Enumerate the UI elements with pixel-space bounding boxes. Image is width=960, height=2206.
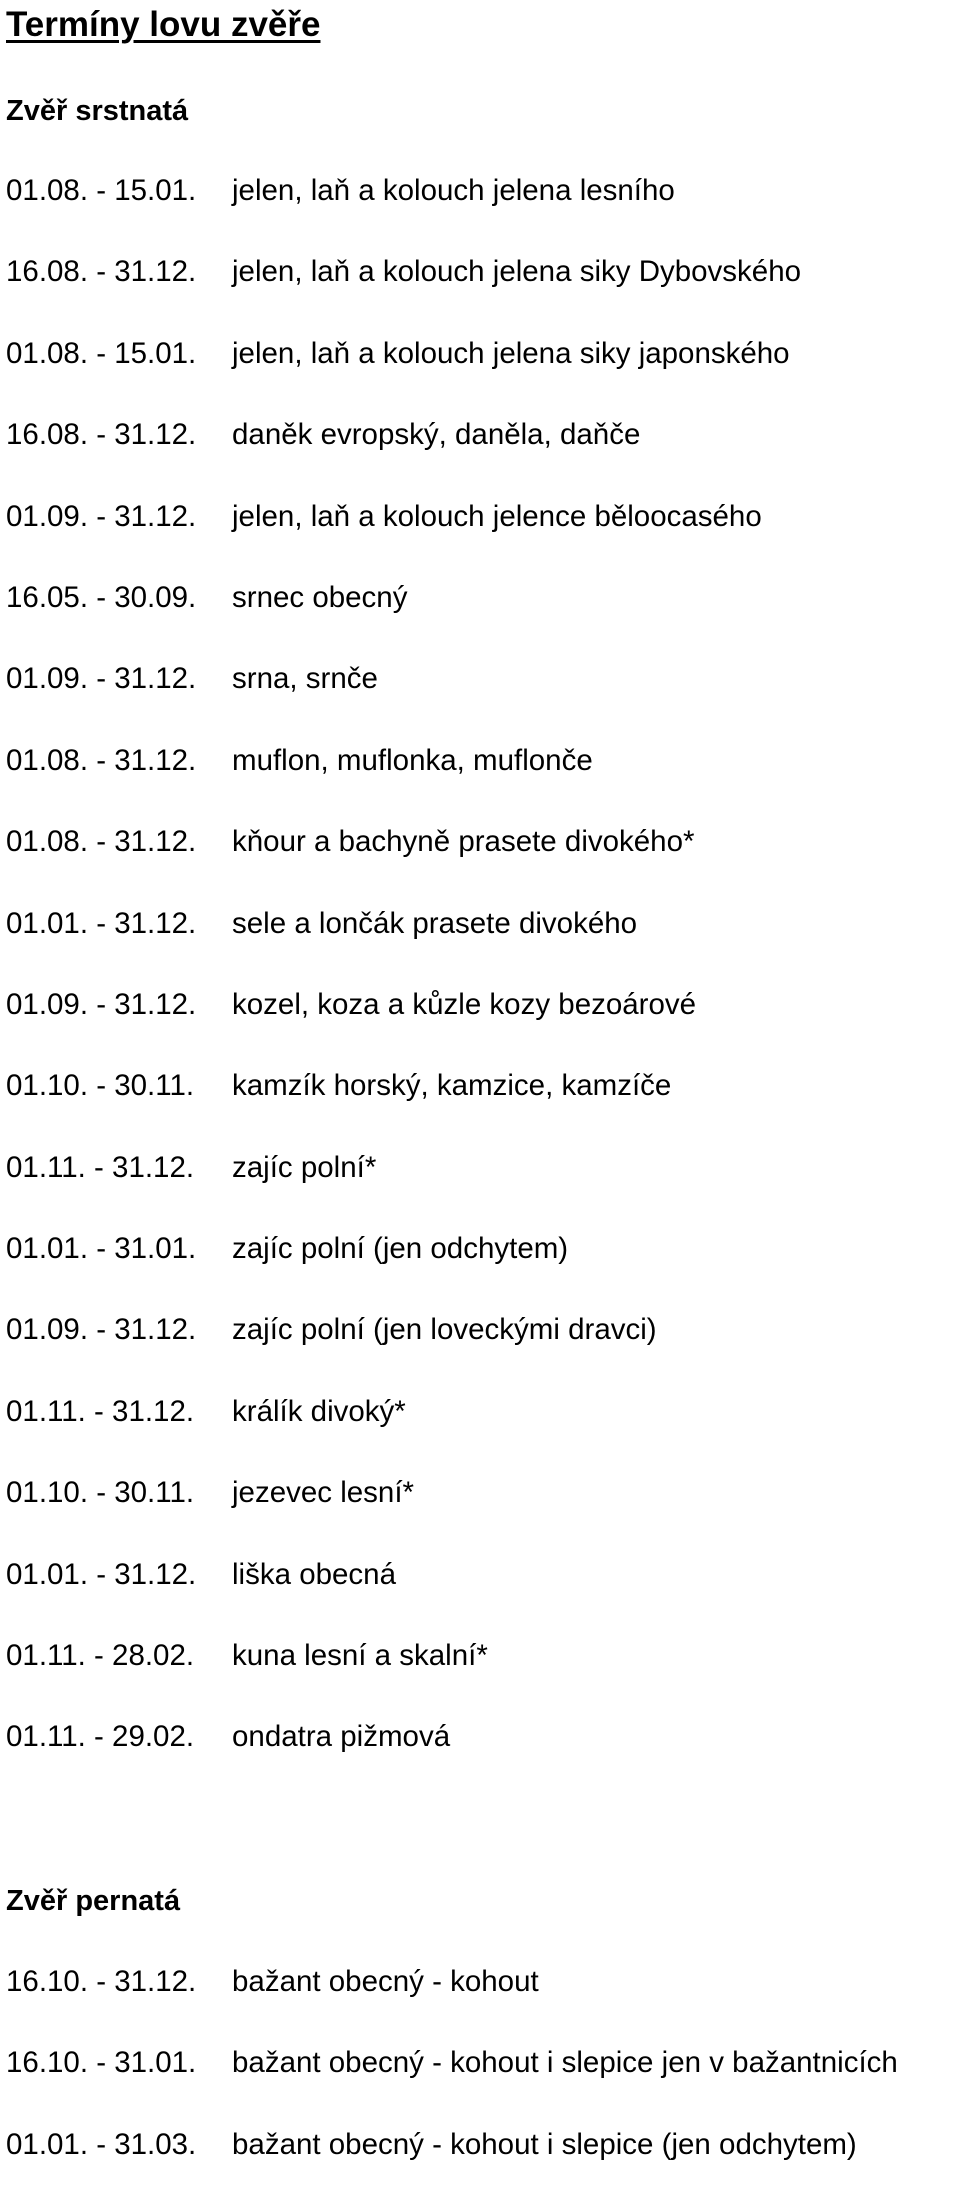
season-dates: 01.08. - 15.01. [6, 174, 197, 207]
hunting-season-list-feathered-game [6, 1962, 956, 2206]
species-name: kozel, koza a kůzle kozy bezoárové [232, 987, 697, 1021]
species-name: jezevec lesní* [232, 1476, 415, 1510]
season-entry [6, 171, 956, 252]
season-entry [6, 252, 956, 333]
document-title: Termíny lovu zvěře [6, 5, 321, 44]
species-name: kuna lesní a skalní* [232, 1639, 488, 1673]
season-dates: 01.08. - 31.12. [6, 743, 197, 777]
species-name: zajíc polní (jen loveckými dravci) [232, 1313, 657, 1347]
season-entry [6, 334, 956, 415]
season-dates: 16.08. - 31.12. [6, 255, 197, 289]
species-name: kamzík horský, kamzice, kamzíče [232, 1069, 672, 1103]
season-entry [6, 904, 956, 985]
season-dates: 01.11. - 31.12. [6, 1150, 195, 1184]
species-name: bažant obecný - kohout [232, 1965, 539, 1998]
season-dates: 01.09. - 31.12. [6, 499, 197, 533]
season-dates: 01.01. - 31.03. [6, 2127, 197, 2161]
species-name: liška obecná [232, 1557, 396, 1591]
species-name: jelen, laň a kolouch jelena siky japonského [232, 336, 790, 370]
season-entry [6, 1392, 956, 1473]
season-dates: 01.01. - 31.12. [6, 906, 197, 940]
species-name: sele a lončák prasete divokého [232, 906, 638, 940]
season-dates: 16.10. - 31.12. [6, 1965, 197, 1998]
season-dates: 01.09. - 31.12. [6, 662, 197, 696]
species-name: jelen, laň a kolouch jelence běloocasého [232, 499, 762, 533]
season-entry [6, 985, 956, 1066]
season-dates: 01.11. - 28.02. [6, 1639, 195, 1673]
season-entry [6, 822, 956, 903]
season-entry [6, 578, 956, 659]
species-name: kňour a bachyně prasete divokého* [232, 825, 695, 859]
species-name: bažant obecný - kohout i slepice (jen odchytem) [232, 2127, 857, 2161]
species-name: králík divoký* [232, 1394, 406, 1428]
season-entry [6, 741, 956, 822]
species-name: jelen, laň a kolouch jelena siky Dybovského [232, 255, 802, 289]
species-name: daněk evropský, daněla, daňče [232, 418, 641, 452]
season-dates: 01.09. - 31.12. [6, 987, 197, 1021]
species-name: ondatra pižmová [232, 1720, 451, 1754]
season-dates: 01.08. - 15.01. [6, 336, 197, 370]
season-entry [6, 1636, 956, 1717]
season-dates: 01.08. - 31.12. [6, 825, 197, 859]
season-entry [6, 1310, 956, 1391]
season-dates: 01.11. - 31.12. [6, 1394, 195, 1428]
species-name: zajíc polní (jen odchytem) [232, 1232, 569, 1266]
season-entry [6, 2043, 956, 2124]
species-name: jelen, laň a kolouch jelena lesního [232, 174, 675, 207]
species-name: muflon, muflonka, muflonče [232, 743, 593, 777]
season-dates: 01.01. - 31.01. [6, 1232, 197, 1266]
season-entry [6, 2125, 956, 2206]
season-entry [6, 415, 956, 496]
season-entry [6, 1229, 956, 1310]
species-name: bažant obecný - kohout i slepice jen v bažantnicích [232, 2046, 898, 2080]
season-dates: 01.11. - 29.02. [6, 1720, 195, 1754]
season-entry [6, 497, 956, 578]
season-dates: 01.09. - 31.12. [6, 1313, 197, 1347]
season-entry [6, 1717, 956, 1798]
season-entry [6, 659, 956, 740]
species-name: srnec obecný [232, 580, 408, 614]
season-dates: 16.10. - 31.01. [6, 2046, 197, 2080]
season-dates: 16.05. - 30.09. [6, 580, 197, 614]
species-name: zajíc polní* [232, 1150, 377, 1184]
season-entry [6, 1962, 956, 2043]
section-heading-furred-game: Zvěř srstnatá [6, 95, 189, 127]
section-heading-feathered-game: Zvěř pernatá [6, 1885, 181, 1917]
season-dates: 01.01. - 31.12. [6, 1557, 197, 1591]
species-name: srna, srnče [232, 662, 378, 696]
season-entry [6, 1066, 956, 1147]
season-dates: 16.08. - 31.12. [6, 418, 197, 452]
season-entry [6, 1148, 956, 1229]
season-dates: 01.10. - 30.11. [6, 1476, 195, 1510]
hunting-season-list-furred-game [6, 171, 956, 1799]
season-dates: 01.10. - 30.11. [6, 1069, 195, 1103]
season-entry [6, 1555, 956, 1636]
season-entry [6, 1473, 956, 1554]
